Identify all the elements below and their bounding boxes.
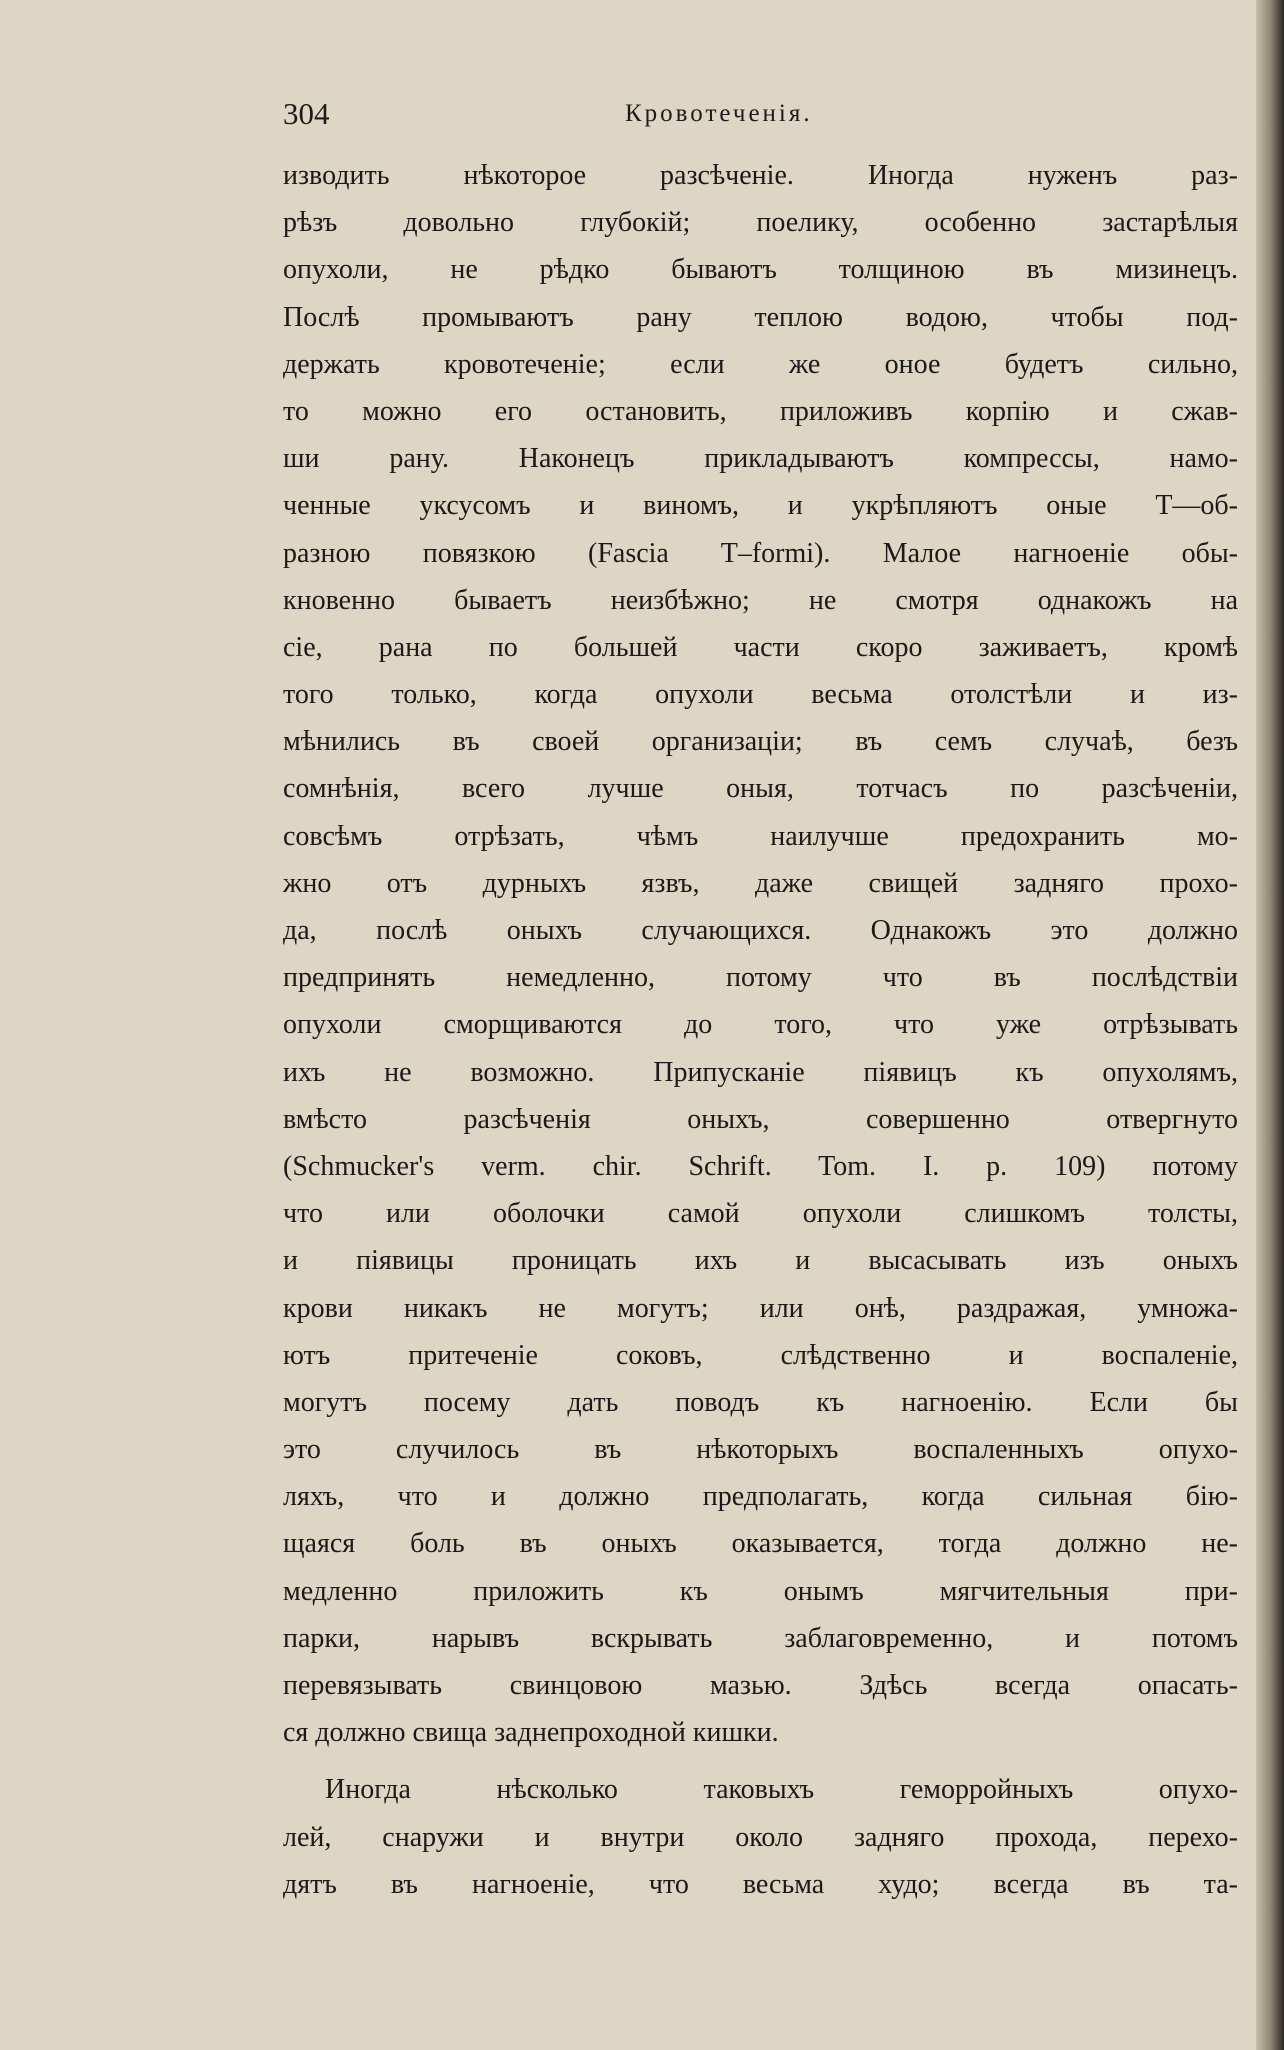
text-line: совсѣмъ отрѣзать, чѣмъ наилучше предохранить мо- [283, 820, 1238, 852]
text-line: того только, когда опухоли весьма отолстѣли и из- [283, 679, 1238, 711]
text-line: опухоли сморщиваются до того, что уже отрѣзывать [283, 1009, 1238, 1041]
text-line: ши рану. Наконецъ прикладываютъ компрессы, намо- [283, 443, 1238, 475]
text-line: сомнѣнія, всего лучше оныя, тотчасъ по разсѣченіи, [283, 773, 1238, 805]
page-header [283, 96, 1243, 136]
text-line: медленно приложить къ онымъ мягчительныя при- [283, 1575, 1238, 1607]
text-line: ченные уксусомъ и виномъ, и укрѣпляютъ оные Т—об- [283, 490, 1238, 522]
text-line: перевязывать свинцовою мазью. Здѣсь всегда опасать- [283, 1670, 1238, 1701]
text-line: и піявицы проницать ихъ и высасывать изъ оныхъ [283, 1245, 1238, 1277]
text-line: крови никакъ не могутъ; или онѣ, раздражая, умножа- [283, 1292, 1238, 1324]
text-line: держать кровотеченіе; если же оное будетъ сильно, [283, 348, 1238, 380]
text-line: кновенно бываетъ неизбѣжно; не смотря однакожъ на [283, 584, 1238, 616]
text-line: изводить нѣкоторое разсѣченіе. Иногда нуженъ раз- [283, 160, 1238, 191]
page-number: 304 [283, 96, 330, 131]
text-line: то можно его остановить, приложивъ корпію и сжав- [283, 395, 1238, 427]
running-title: Кровотеченія. [625, 100, 813, 127]
text-line: сіе, рана по большей части скоро заживаетъ, кромѣ [283, 631, 1238, 663]
text-line: щаяся боль въ оныхъ оказывается, тогда должно не- [283, 1528, 1238, 1560]
text-line: да, послѣ оныхъ случающихся. Однакожъ это должно [283, 915, 1238, 946]
text-line: Послѣ промываютъ рану теплою водою, чтобы под- [283, 301, 1238, 333]
text-line: это случилось въ нѣкоторыхъ воспаленныхъ опухо- [283, 1434, 1238, 1466]
text-line: рѣзъ довольно глубокій; поелику, особенно застарѣлыя [283, 207, 1238, 239]
text-line: ся должно свища заднепроходной кишки. [283, 1717, 779, 1749]
text-line: Иногда нѣсколько таковыхъ геморройныхъ опухо- [325, 1774, 1238, 1806]
text-line: разною повязкою (Fascia T–formi). Малое нагноеніе обы- [283, 537, 1238, 569]
text-line: предпринять немедленно, потому что въ послѣдствіи [283, 962, 1238, 994]
text-line: опухоли, не рѣдко бываютъ толщиною въ мизинецъ. [283, 254, 1238, 286]
paragraph [283, 152, 1238, 1756]
text-line: ихъ не возможно. Припусканіе піявицъ къ опухолямъ, [283, 1056, 1238, 1088]
text-line: могутъ посему дать поводъ къ нагноенію. Если бы [283, 1386, 1238, 1418]
text-line: (Schmucker's verm. chir. Schrift. Tom. I. p. 109) потому [283, 1150, 1238, 1182]
text-line: дятъ въ нагноеніе, что весьма худо; всегда въ та- [283, 1868, 1238, 1900]
text-line: ляхъ, что и должно предполагать, когда сильная бію- [283, 1481, 1238, 1513]
book-spine-shadow [1256, 0, 1284, 2050]
text-line: ютъ притеченіе соковъ, слѣдственно и воспаленіе, [283, 1339, 1238, 1371]
text-line: парки, нарывъ вскрывать заблаговременно, и потомъ [283, 1622, 1238, 1654]
text-line: жно отъ дурныхъ язвъ, даже свищей задняго прохо- [283, 867, 1238, 899]
body-text [283, 152, 1238, 1908]
text-line: что или оболочки самой опухоли слишкомъ толсты, [283, 1198, 1238, 1230]
text-line: лей, снаружи и внутри около задняго прохода, перехо- [283, 1821, 1238, 1853]
text-line: вмѣсто разсѣченія оныхъ, совершенно отвергнуто [283, 1103, 1238, 1135]
text-line: мѣнились въ своей организаціи; въ семъ случаѣ, безъ [283, 726, 1238, 758]
paragraph [283, 1766, 1238, 1908]
